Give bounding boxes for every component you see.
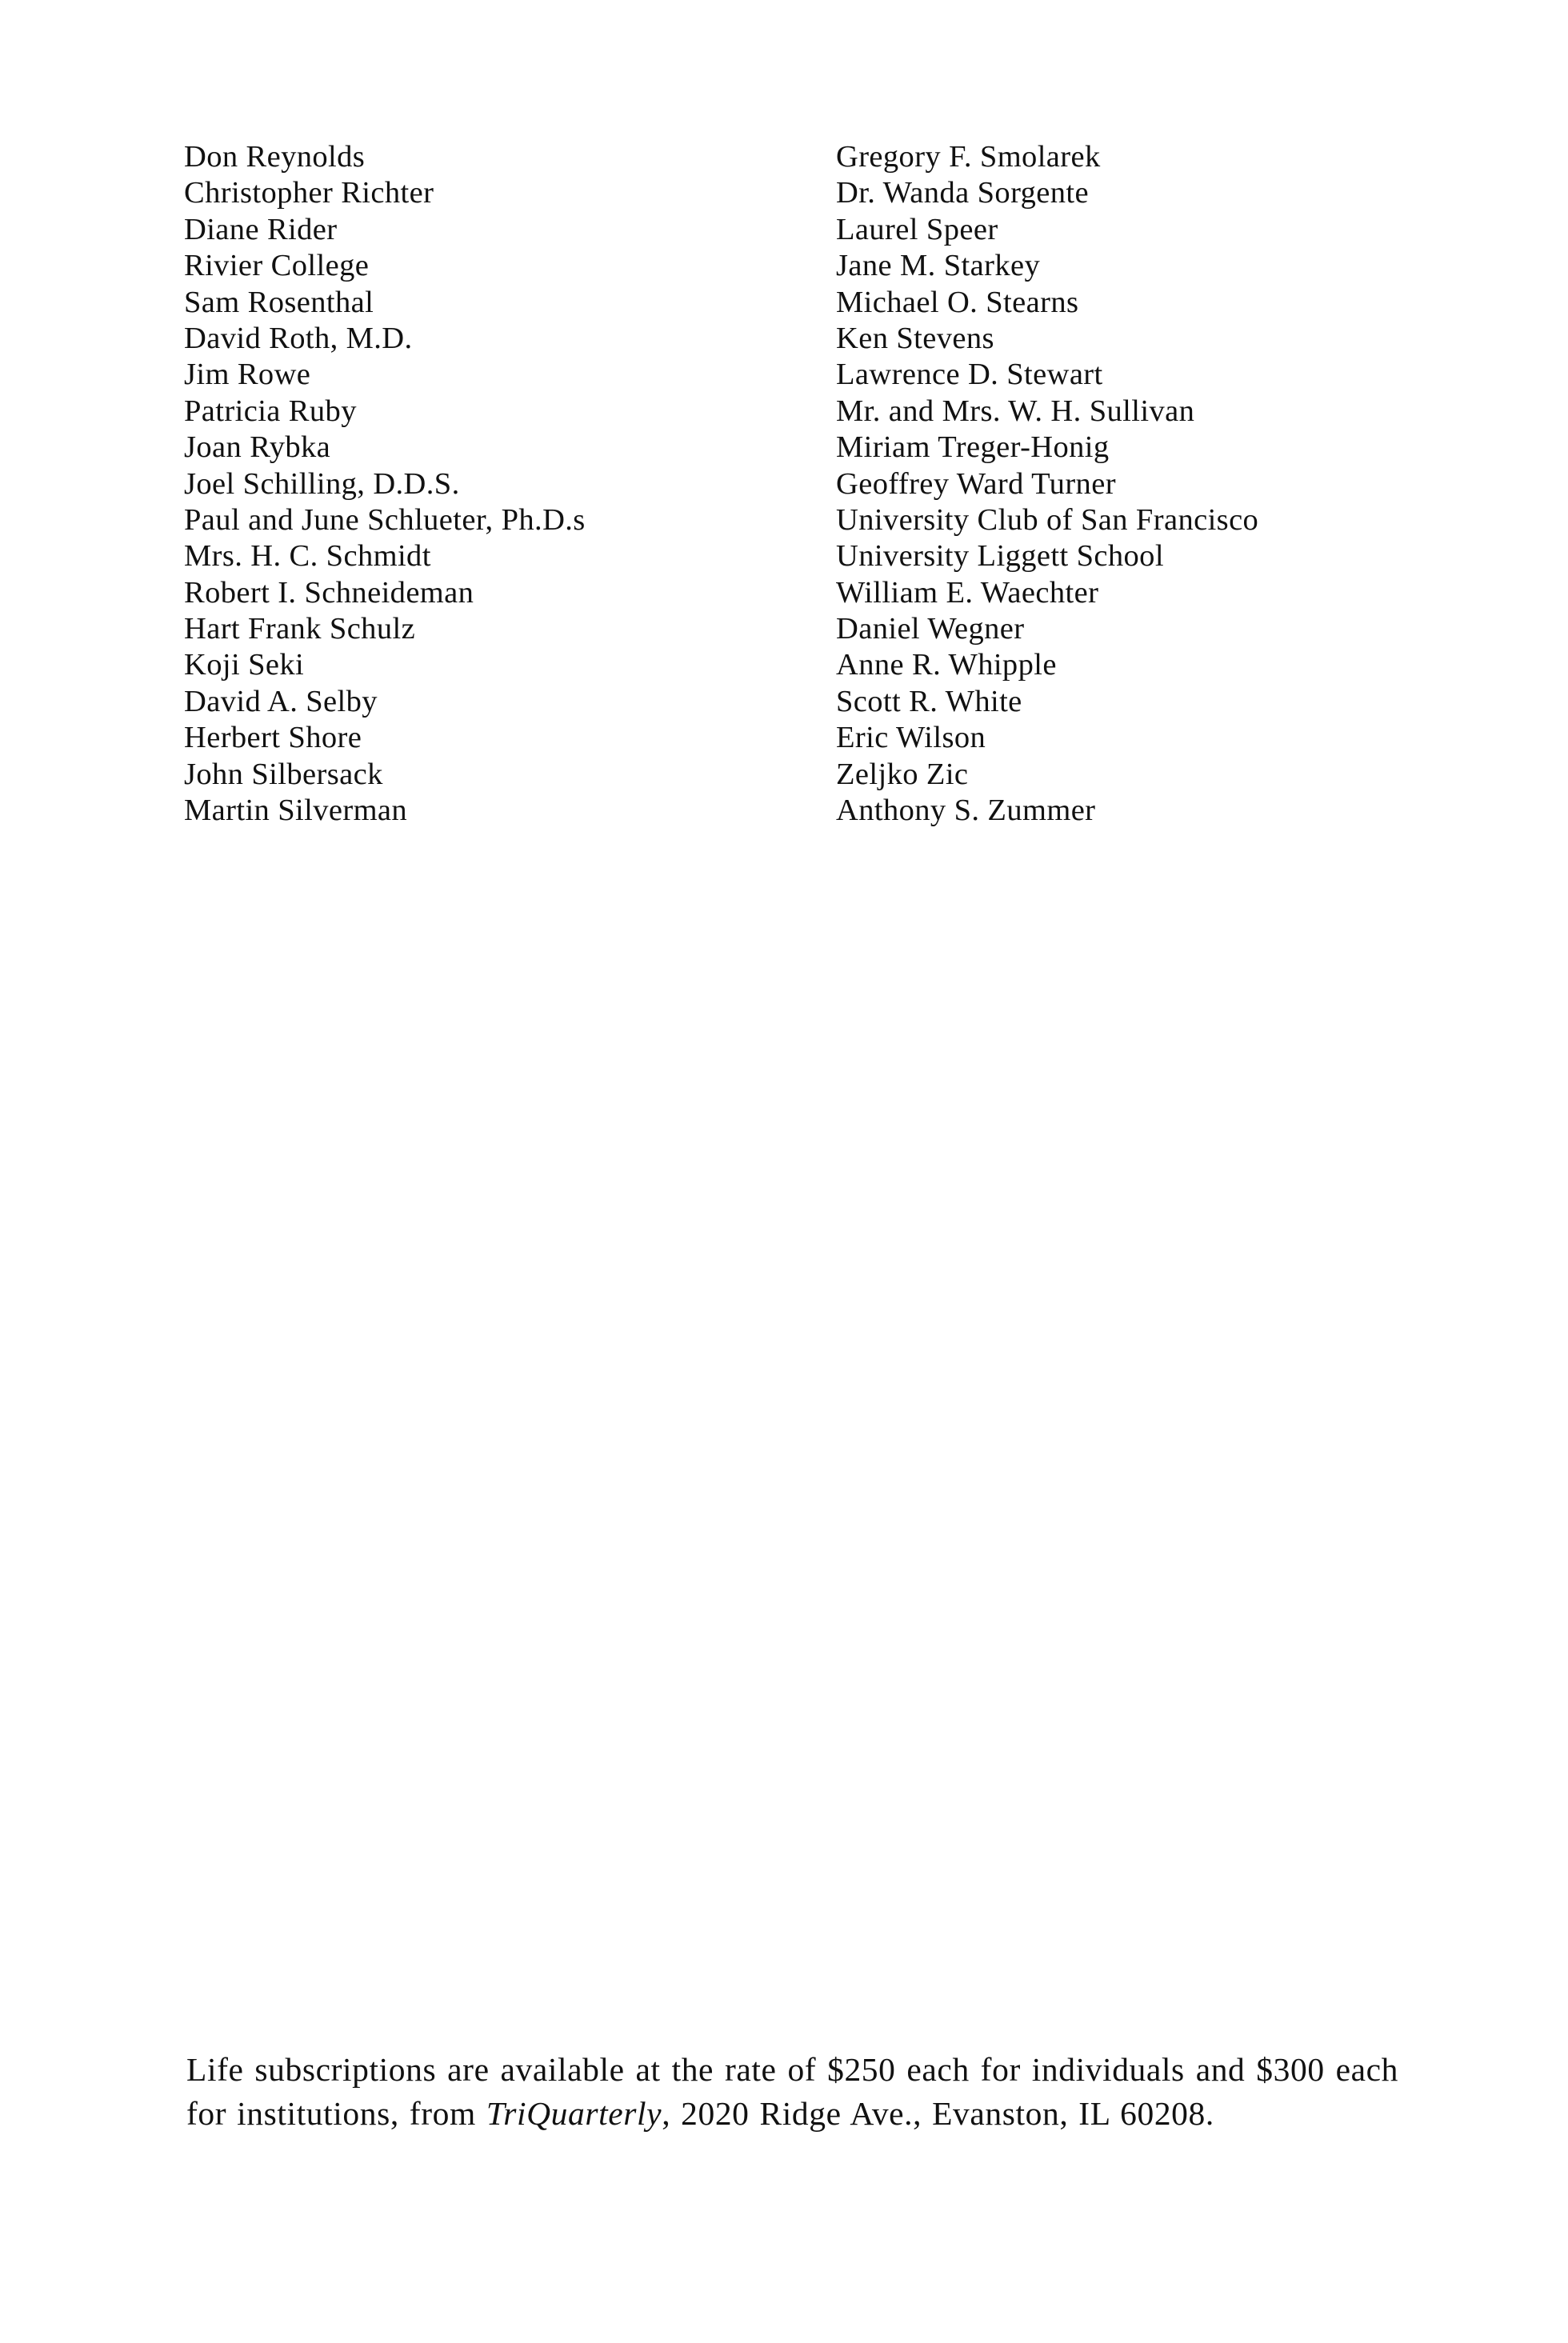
donor-list-left — [184, 139, 792, 829]
publication-title: TriQuarterly — [486, 2095, 662, 2132]
donor-name: Mr. and Mrs. W. H. Sullivan — [836, 394, 1195, 428]
donor-name: Rivier College — [184, 249, 370, 283]
donor-name: Jim Rowe — [184, 358, 311, 392]
donor-name: Laurel Speer — [836, 212, 998, 246]
donor-name: Anne R. Whipple — [836, 648, 1057, 682]
donor-name: Anthony S. Zummer — [836, 794, 1096, 828]
donor-name: Sam Rosenthal — [184, 285, 374, 319]
donor-name: Michael O. Stearns — [836, 285, 1079, 319]
note-text-after: , 2020 Ridge Ave., Evanston, IL 60208. — [662, 2095, 1214, 2132]
donor-name: Mrs. H. C. Schmidt — [184, 539, 431, 574]
donor-name: Zeljko Zic — [836, 757, 969, 791]
donor-name: David Roth, M.D. — [184, 321, 413, 355]
donor-name: Joan Rybka — [184, 430, 331, 465]
donor-name: Eric Wilson — [836, 721, 986, 755]
donor-name: Ken Stevens — [836, 321, 994, 355]
donor-name: David A. Selby — [184, 684, 378, 718]
donor-name: Geoffrey Ward Turner — [836, 466, 1116, 501]
donor-name: Gregory F. Smolarek — [836, 140, 1101, 174]
donor-name: Miriam Treger-Honig — [836, 430, 1110, 465]
donor-name: Hart Frank Schulz — [184, 612, 416, 646]
donor-name: Jane M. Starkey — [836, 249, 1041, 283]
donor-name: University Liggett School — [836, 539, 1164, 574]
donor-name: Scott R. White — [836, 684, 1022, 718]
donor-name: Joel Schilling, D.D.S. — [184, 466, 460, 501]
life-subscription-note — [186, 2048, 1398, 2136]
donor-name: Robert I. Schneideman — [184, 575, 474, 610]
donor-name: Christopher Richter — [184, 176, 434, 210]
donor-name: Lawrence D. Stewart — [836, 358, 1103, 392]
donor-name: Patricia Ruby — [184, 394, 357, 428]
donor-name: University Club of San Francisco — [836, 502, 1259, 537]
donor-name: Herbert Shore — [184, 721, 362, 755]
donor-name: Dr. Wanda Sorgente — [836, 176, 1089, 210]
donor-name: Daniel Wegner — [836, 612, 1025, 646]
donor-name: Koji Seki — [184, 648, 305, 682]
donor-name: Martin Silverman — [184, 794, 408, 828]
donor-name: John Silbersack — [184, 757, 383, 791]
note-text-before: Life subscriptions are available at the rate of $250 each for individuals and $300 each for institutions, from — [186, 2051, 1398, 2132]
donor-name: Paul and June Schlueter, Ph.D.s — [184, 502, 586, 537]
donor-name: William E. Waechter — [836, 575, 1099, 610]
donor-name: Don Reynolds — [184, 140, 366, 174]
donor-name: Diane Rider — [184, 212, 338, 246]
donor-list-right — [836, 139, 1476, 829]
